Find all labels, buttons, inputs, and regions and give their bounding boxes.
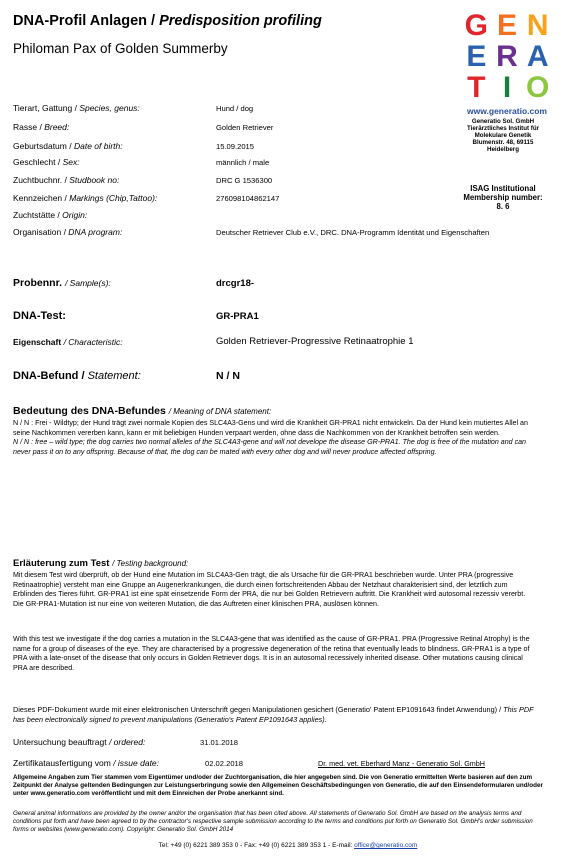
- logo-letter: G: [464, 9, 488, 42]
- logo-letter: T: [467, 71, 486, 104]
- field-label-en: Date of birth:: [73, 141, 123, 151]
- meaning-text: [13, 419, 533, 457]
- field-label-en: Studbook no:: [69, 175, 120, 185]
- isag-line-2: Membership number:: [463, 193, 543, 202]
- field-label: Tierart, Gattung / Species, genus:: [13, 103, 140, 113]
- issued-label: Zertifikatausfertigung vom / issue date:: [13, 758, 160, 768]
- title-en: Predisposition profiling: [159, 13, 322, 29]
- result-label: DNA-Befund / Statement:: [13, 370, 141, 382]
- field-label-de: Geschlecht: [13, 157, 56, 167]
- title-separator: /: [147, 13, 160, 29]
- sample-label-en: Sample(s):: [69, 278, 111, 288]
- characteristic-label-de: Eigenschaft: [13, 337, 62, 347]
- issued-date: 02.02.2018: [205, 759, 244, 768]
- result-label-en: Statement:: [87, 370, 141, 382]
- email-link[interactable]: office@generatio.com: [354, 842, 418, 849]
- lab-line-2: Tierärztliches Institut für: [466, 125, 540, 132]
- logo-letter: O: [526, 71, 550, 104]
- test-label: DNA-Test:: [13, 310, 66, 322]
- issued-label-en: issue date:: [117, 758, 160, 768]
- background-heading: Erläuterung zum Test / Testing background:: [13, 558, 189, 569]
- sample-value: drcgr18-: [216, 278, 255, 289]
- field-label-de: Tierart, Gattung: [13, 103, 73, 113]
- field-value: DRC G 1536300: [216, 176, 273, 185]
- logo-row: [461, 41, 553, 72]
- title-de: DNA-Profil Anlagen: [13, 13, 147, 29]
- field-value: männlich / male: [216, 158, 270, 167]
- lab-line-5: Heidelberg: [487, 146, 519, 153]
- signature-note: [13, 705, 538, 724]
- generatio-logo: [461, 10, 553, 104]
- test-value: GR-PRA1: [216, 311, 259, 322]
- field-value: 276098104862147: [216, 194, 280, 203]
- ordered-label: Untersuchung beauftragt / ordered:: [13, 737, 146, 747]
- ordered-label-en: ordered:: [113, 737, 146, 747]
- lab-website: www.generatio.com: [467, 106, 547, 116]
- field-label: Rasse / Breed:: [13, 122, 70, 132]
- field-label-de: Geburtsdatum: [13, 141, 67, 151]
- sample-label: Probennr. / Sample(s):: [13, 277, 111, 289]
- lab-line-4: Blumenstr. 48, 69115: [472, 139, 534, 146]
- field-value: Deutscher Retriever Club e.V., DRC. DNA-Programm Identität und Eigenschaften: [216, 228, 490, 237]
- background-heading-en: Testing background:: [116, 559, 189, 568]
- logo-row: [461, 72, 553, 103]
- result-label-de: DNA-Befund: [13, 370, 79, 382]
- field-label-de: Organisation: [13, 227, 62, 237]
- field-label-en: Sex:: [62, 157, 80, 167]
- field-label: Geschlecht / Sex:: [13, 157, 80, 167]
- field-label: Organisation / DNA program:: [13, 227, 123, 237]
- field-label: Zuchtstätte / Origin:: [13, 210, 88, 220]
- field-label: Kennzeichen / Markings (Chip,Tattoo):: [13, 193, 158, 203]
- logo-letter: R: [496, 40, 518, 73]
- meaning-heading: Bedeutung des DNA-Befundes / Meaning of DNA statement:: [13, 405, 272, 417]
- result-value: N / N: [216, 370, 240, 382]
- field-value: Hund / dog: [216, 104, 254, 113]
- background-text-en: With this test we investigate if the dog carries a mutation in the SLC4A3-gene that was identified as the cause of GR-PRA1. PRA (Progressive Retinal Atrophy) is the name for a group of diseases of the eye. They are characterised by a progressive degeneration of the retina that eventually leads to blindness. GR-PRA1 is a type of PRA with a late-onset of the disease that only occurs in Golden Retriever dogs. It is in an autosomal recessively inherited disease. Other mutations causing clinical PRA are described.: [13, 635, 530, 672]
- document-title: [13, 13, 322, 29]
- meaning-heading-de: Bedeutung des DNA-Befundes: [13, 405, 166, 417]
- isag-line-1: ISAG Institutional: [470, 184, 536, 193]
- field-value: 15.09.2015: [216, 142, 255, 151]
- characteristic-label: Eigenschaft / Characteristic:: [13, 337, 123, 347]
- signature-note-en: This PDF has been electronically signed to prevent manipulations (Generatio's Patent EP1091643 applies).: [13, 705, 534, 724]
- field-label-en: Origin:: [62, 210, 88, 220]
- meaning-text-de: N / N : Frei - Wildtyp; der Hund trägt zwei normale Kopien des SLC4A3-Gens und wird die Krankheit GR-PRA1 nicht entwickeln. Da der Hund kein mutiertes Allel an seine Nachkommen vererben kann, kann er mit beliebigen Hunden verpaart werden, ohne dass die Nachkommen von der Krankheit betroffen sein werden.: [13, 419, 528, 437]
- meaning-heading-en: Meaning of DNA statement:: [173, 407, 272, 416]
- characteristic-label-en: Characteristic:: [68, 337, 123, 347]
- logo-letter: E: [466, 40, 487, 73]
- field-label-en: DNA program:: [68, 227, 123, 237]
- meaning-text-en: N / N : free – wild type; the dog carries two normal alleles of the SLC4A3-gene and will not develope the disease GR-PRA1. The dog is free of the mutation and can never pass it on to any offspring. Because of that, the dog can be mated with every other dog and will never produce affected offspring.: [13, 438, 527, 456]
- logo-letter: I: [502, 71, 512, 104]
- field-label: Geburtsdatum / Date of birth:: [13, 141, 123, 151]
- ordered-label-de: Untersuchung beauftragt: [13, 737, 107, 747]
- sample-label-de: Probennr.: [13, 277, 63, 289]
- field-value: Golden Retriever: [216, 123, 274, 132]
- isag-number: 8. 6: [496, 202, 510, 211]
- contact-phone-fax: Tel: +49 (0) 6221 389 353 0 - Fax: +49 (0) 6221 389 353 1 - E-mail:: [158, 842, 355, 849]
- lab-address: [440, 118, 566, 153]
- field-label-de: Zuchtbuchnr.: [13, 175, 63, 185]
- logo-letter: N: [526, 9, 549, 42]
- field-label-en: Species, genus:: [79, 103, 140, 113]
- logo-row: [461, 10, 553, 41]
- terms-de: Allgemeine Angaben zum Tier stammen vom Eigentümer und/oder der Zuchtorganisation, die hier angegeben sind. Die von Generatio ermittelten Werte basieren auf den zum Zeitpunkt der Analyse geltenden Bedingungen zur Leistungserbringung sowie den Allgemeinen Geschäftsbedingungen von Generatio, die auf den Einsendeformularen und/oder unter www.generatio.com veröffentlicht und mit dem Einreichen der Probe anerkannt sind.: [13, 774, 543, 798]
- lab-line-3: Molekulare Genetik: [474, 132, 532, 139]
- issued-label-de: Zertifikatausfertigung vom: [13, 758, 111, 768]
- contact-line: [0, 842, 576, 849]
- characteristic-value: Golden Retriever-Progressive Retinaatrophie 1: [216, 336, 414, 347]
- ordered-date: 31.01.2018: [200, 738, 239, 747]
- field-label-de: Kennzeichen: [13, 193, 63, 203]
- field-label-en: Markings (Chip,Tattoo):: [69, 193, 158, 203]
- logo-letter: E: [497, 9, 518, 42]
- field-label-de: Zuchtstätte: [13, 210, 56, 220]
- signer-name: Dr. med. vet. Eberhard Manz - Generatio Sol. GmbH: [318, 759, 485, 768]
- lab-name: Generatio Sol. GmbH: [471, 118, 535, 125]
- field-label-de: Rasse: [13, 122, 38, 132]
- dog-name: Philoman Pax of Golden Summerby: [13, 41, 228, 56]
- field-label-en: Breed:: [44, 122, 70, 132]
- field-label: Zuchtbuchnr. / Studbook no:: [13, 175, 120, 185]
- background-text-de: Mit diesem Test wird überprüft, ob der Hund eine Mutation im SLC4A3-Gen trägt, die als Ursache für die GR-PRA1 beschrieben wurde. Unter PRA (progressive Retinaatrophie) versteht man eine Gruppe an Augenerkrankungen, die durch einen fortschreitenden Abbau der Netzhaut charakterisiert sind, der letztlich zum Erblinden des Tieres führt. GR-PRA1 ist eine spät einsetzende Form der PRA, die nur bei Golden Retrievern auftritt. Die Krankheit wird autosomal rezessiv vererbt. Die GR-PRA1-Mutation ist nur eine von weiteren Mutation, die das Auftreten einer klinischen PRA, auslösen können.: [13, 571, 526, 608]
- terms-en: General animal informations are provided by the owner and/or the organisation that has been cited above. All statements of Generatio Sol. GmbH are based on the analysis terms and conditions put forth and have been agreed to by the contractor's respective sample submission according to the terms and conditions put forth on Generatio Sol. GmbH's order submission forms or websites (www.generatio.com). Copyright: Generatio Sol. GmbH 2014: [13, 810, 533, 834]
- background-heading-de: Erläuterung zum Test: [13, 558, 110, 569]
- signature-note-de: Dieses PDF-Dokument wurde mit einer elektronischen Unterschrift gegen Manipulationen gesichert (Generatio' Patent EP1091643 findet Anwendung) /: [13, 705, 504, 714]
- logo-letter: A: [526, 40, 549, 73]
- isag-membership: [440, 184, 566, 211]
